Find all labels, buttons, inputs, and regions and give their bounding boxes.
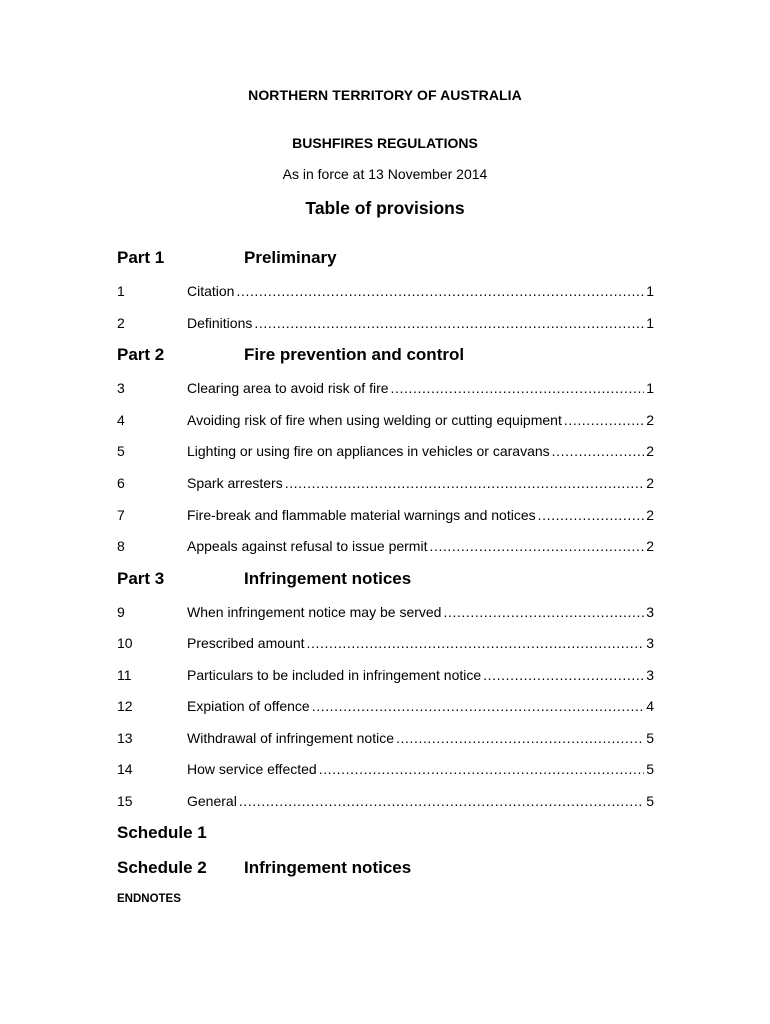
entry-page: 3 xyxy=(646,604,654,620)
entry-page: 3 xyxy=(646,635,654,651)
toc-entry[interactable] xyxy=(117,729,654,747)
part-name: Fire prevention and control xyxy=(244,345,465,364)
entry-label: Avoiding risk of fire when using welding or cutting equipment xyxy=(187,412,562,428)
entry-label: Spark arresters xyxy=(187,475,283,491)
entry-page: 2 xyxy=(646,538,654,554)
dot-leader xyxy=(239,792,644,810)
entry-page: 5 xyxy=(646,793,654,809)
entry-page: 5 xyxy=(646,761,654,777)
entry-number: 9 xyxy=(117,604,125,620)
jurisdiction-heading: NORTHERN TERRITORY OF AUSTRALIA xyxy=(248,87,522,103)
dot-leader xyxy=(429,537,644,555)
entry-page: 4 xyxy=(646,698,654,714)
part-number: Part 2 xyxy=(117,345,165,364)
entry-number: 2 xyxy=(117,315,125,331)
entry-label: Particulars to be included in infringement notice xyxy=(187,667,482,683)
entry-number: 4 xyxy=(117,412,125,428)
entry-page: 2 xyxy=(646,475,654,491)
entry-label: General xyxy=(187,793,237,809)
toc-entry[interactable] xyxy=(117,603,654,621)
toc-entry[interactable] xyxy=(117,411,654,429)
part-number: Part 3 xyxy=(117,569,165,588)
part-name: Infringement notices xyxy=(244,569,412,588)
dot-leader xyxy=(552,442,645,460)
dot-leader xyxy=(254,314,644,332)
entry-number: 1 xyxy=(117,283,125,299)
entry-page: 5 xyxy=(646,730,654,746)
toc-entry[interactable] xyxy=(117,666,654,684)
toc-entry[interactable] xyxy=(117,314,654,332)
dot-leader xyxy=(236,282,644,300)
dot-leader xyxy=(307,634,645,652)
part-name: Preliminary xyxy=(244,248,337,267)
entry-label: Lighting or using fire on appliances in vehicles or caravans xyxy=(187,443,550,459)
entry-number: 11 xyxy=(117,667,132,683)
entry-page: 1 xyxy=(646,315,654,331)
entry-page: 3 xyxy=(646,667,654,683)
in-force-date: As in force at 13 November 2014 xyxy=(282,166,488,182)
dot-leader xyxy=(312,697,644,715)
entry-number: 3 xyxy=(117,380,125,396)
endnotes-heading: ENDNOTES xyxy=(117,893,181,905)
entry-number: 15 xyxy=(117,793,133,809)
entry-number: 14 xyxy=(117,761,133,777)
entry-label: Appeals against refusal to issue permit xyxy=(187,538,428,554)
entry-page: 2 xyxy=(646,507,654,523)
toc-title: Table of provisions xyxy=(305,198,465,218)
entry-label: Expiation of offence xyxy=(187,698,310,714)
toc-entry[interactable] xyxy=(117,379,654,397)
dot-leader xyxy=(564,411,644,429)
dot-leader xyxy=(538,506,645,524)
dot-leader xyxy=(396,729,644,747)
entry-number: 8 xyxy=(117,538,125,554)
dot-leader xyxy=(285,474,645,492)
schedule-number: Schedule 1 xyxy=(117,823,207,842)
toc-entry[interactable] xyxy=(117,442,654,460)
dot-leader xyxy=(319,760,645,778)
entry-label: When infringement notice may be served xyxy=(187,604,442,620)
schedule-name: Infringement notices xyxy=(244,858,412,877)
toc-entry[interactable] xyxy=(117,537,654,555)
entry-number: 10 xyxy=(117,635,133,651)
toc-entry[interactable] xyxy=(117,282,654,300)
entry-page: 1 xyxy=(646,283,654,299)
entry-label: How service effected xyxy=(187,761,317,777)
entry-label: Citation xyxy=(187,283,235,299)
toc-entry[interactable] xyxy=(117,474,654,492)
entry-label: Clearing area to avoid risk of fire xyxy=(187,380,389,396)
toc-entry[interactable] xyxy=(117,506,654,524)
dot-leader xyxy=(483,666,644,684)
schedule-number: Schedule 2 xyxy=(117,858,207,877)
entry-number: 13 xyxy=(117,730,133,746)
entry-page: 2 xyxy=(646,443,654,459)
dot-leader xyxy=(391,379,645,397)
regulations-title: BUSHFIRES REGULATIONS xyxy=(292,135,478,151)
entry-label: Prescribed amount xyxy=(187,635,305,651)
entry-number: 7 xyxy=(117,507,125,523)
toc-entry[interactable] xyxy=(117,792,654,810)
toc-entry[interactable] xyxy=(117,760,654,778)
dot-leader xyxy=(443,603,644,621)
part-number: Part 1 xyxy=(117,248,165,267)
entry-label: Withdrawal of infringement notice xyxy=(187,730,394,746)
entry-label: Definitions xyxy=(187,315,253,331)
entry-label: Fire-break and flammable material warnings and notices xyxy=(187,507,536,523)
entry-page: 2 xyxy=(646,412,654,428)
toc-entry[interactable] xyxy=(117,634,654,652)
entry-number: 6 xyxy=(117,475,125,491)
entry-number: 5 xyxy=(117,443,125,459)
toc-entry[interactable] xyxy=(117,697,654,715)
entry-number: 12 xyxy=(117,698,133,714)
entry-page: 1 xyxy=(646,380,654,396)
